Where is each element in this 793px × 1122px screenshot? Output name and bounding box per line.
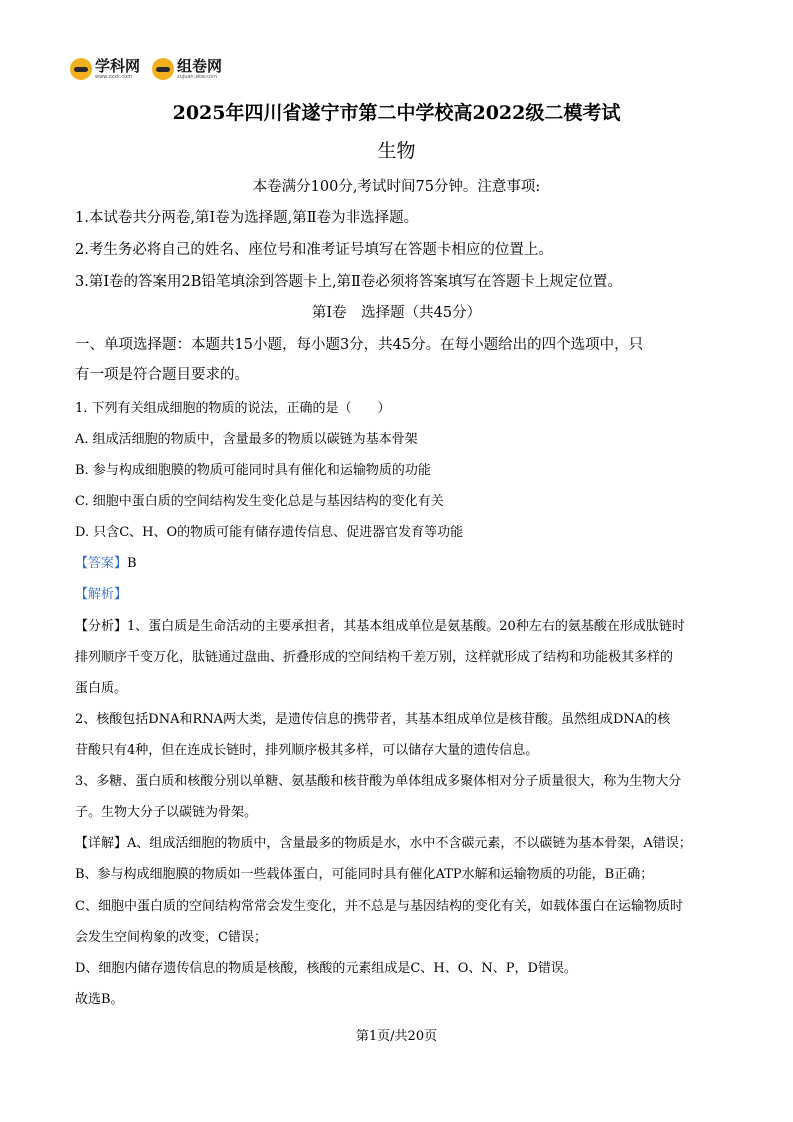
analysis-p2-line1: 2、核酸包括DNA和RNA两大类，是遗传信息的携带者，其基本组成单位是核苷酸。虽然组成DNA的核: [75, 712, 671, 727]
detail-b: B、参与构成细胞膜的物质如一些载体蛋白，可能同时具有催化ATP水解和运输物质的功能，B正确；: [75, 867, 654, 882]
logo-bar: [70, 58, 222, 80]
option-d: D. 只含C、H、O的物质可能有储存遗传信息、促进器官发育等功能: [75, 525, 464, 540]
answer-tag: 【答案】: [75, 556, 128, 571]
answer-line: [75, 554, 723, 574]
answer-value: B: [127, 556, 137, 571]
analysis-p1-line1: [75, 617, 723, 637]
detail-c-line1: C、细胞中蛋白质的空间结构常常会发生变化，并不总是与基因结构的变化有关，如载体蛋白在运输物质时: [75, 899, 683, 914]
xkw-url: www.zxxk.com: [95, 74, 133, 80]
option-a: A. 组成活细胞的物质中，含量最多的物质以碳链为基本骨架: [75, 432, 418, 447]
analysis-p2-line2: 苷酸只有4种，但在连成长链时，排列顺序极其多样，可以储存大量的遗传信息。: [75, 743, 539, 758]
page-number: 第1页/共20页: [355, 1029, 438, 1044]
section-title: 第Ⅰ卷 选择题（共45分）: [311, 305, 482, 321]
detail-a: A、组成活细胞的物质中，含量最多的物质是水，水中不含碳元素，不以碳链为基本骨架，A错误；: [127, 836, 692, 851]
zujuan-url: zujuan.xkw.com: [177, 74, 217, 80]
notice-item-3: 3.第Ⅰ卷的答案用2B铅笔填涂到答题卡上,第Ⅱ卷必须将答案填写在答题卡上规定位置。: [75, 274, 622, 290]
section-instruction-line1: 一、单项选择题：本题共15小题，每小题3分，共45分。在每小题给出的四个选项中，只: [75, 337, 644, 353]
option-b: B. 参与构成细胞膜的物质可能同时具有催化和运输物质的功能: [75, 463, 431, 478]
analysis-p3-line2: 子。生物大分子以碳链为骨架。: [75, 805, 258, 820]
option-c: C. 细胞中蛋白质的空间结构发生变化总是与基因结构的变化有关: [75, 494, 444, 509]
zujuan-brand: 组卷网: [177, 57, 223, 75]
xkw-badge-icon: [70, 58, 92, 80]
detail-head: 【详解】: [75, 836, 128, 851]
question-stem: 1. 下列有关组成细胞的物质的说法，正确的是（ ）: [75, 401, 391, 416]
detail-a-line: [75, 834, 723, 854]
analysis-p1-line2: 排列顺序千变万化，肽链通过盘曲、折叠形成的空间结构千差万别，这样就形成了结构和功能极其多样的: [75, 650, 674, 665]
analysis-p3-line1: 3、多糖、蛋白质和核酸分别以单糖、氨基酸和核苷酸为单体组成多聚体相对分子质量很大，称为生物大分: [75, 774, 682, 789]
analysis-p1-line3: 蛋白质。: [75, 681, 128, 696]
xkw-brand: 学科网: [95, 57, 141, 75]
section-instruction-line2: 有一项是符合题目要求的。: [75, 367, 249, 383]
notice-intro: 本卷满分100分,考试时间75分钟。注意事项:: [252, 179, 541, 195]
xkw-logo: [70, 58, 140, 80]
analysis-head: 【分析】: [75, 619, 128, 634]
notice-item-2: 2.考生务必将自己的姓名、座位号和准考证号填写在答题卡相应的位置上。: [75, 242, 553, 258]
analysis-tag: 【解析】: [75, 587, 128, 602]
detail-c-line2: 会发生空间构象的改变，C错误；: [75, 930, 267, 945]
zujuan-logo: [152, 58, 222, 80]
zujuan-badge-icon: [152, 58, 174, 80]
exam-subject: 生物: [377, 140, 416, 162]
exam-title: 2025年四川省遂宁市第二中学校高2022级二模考试: [172, 102, 621, 124]
detail-d: D、细胞内储存遗传信息的物质是核酸，核酸的元素组成是C、H、O、N、P，D错误。: [75, 961, 577, 976]
conclusion: 故选B。: [75, 992, 124, 1007]
notice-item-1: 1.本试卷共分两卷,第Ⅰ卷为选择题,第Ⅱ卷为非选择题。: [75, 210, 419, 226]
analysis-p1-line1-text: 1、蛋白质是生命活动的主要承担者，其基本组成单位是氨基酸。20种左右的氨基酸在形成肽链时: [127, 619, 685, 634]
